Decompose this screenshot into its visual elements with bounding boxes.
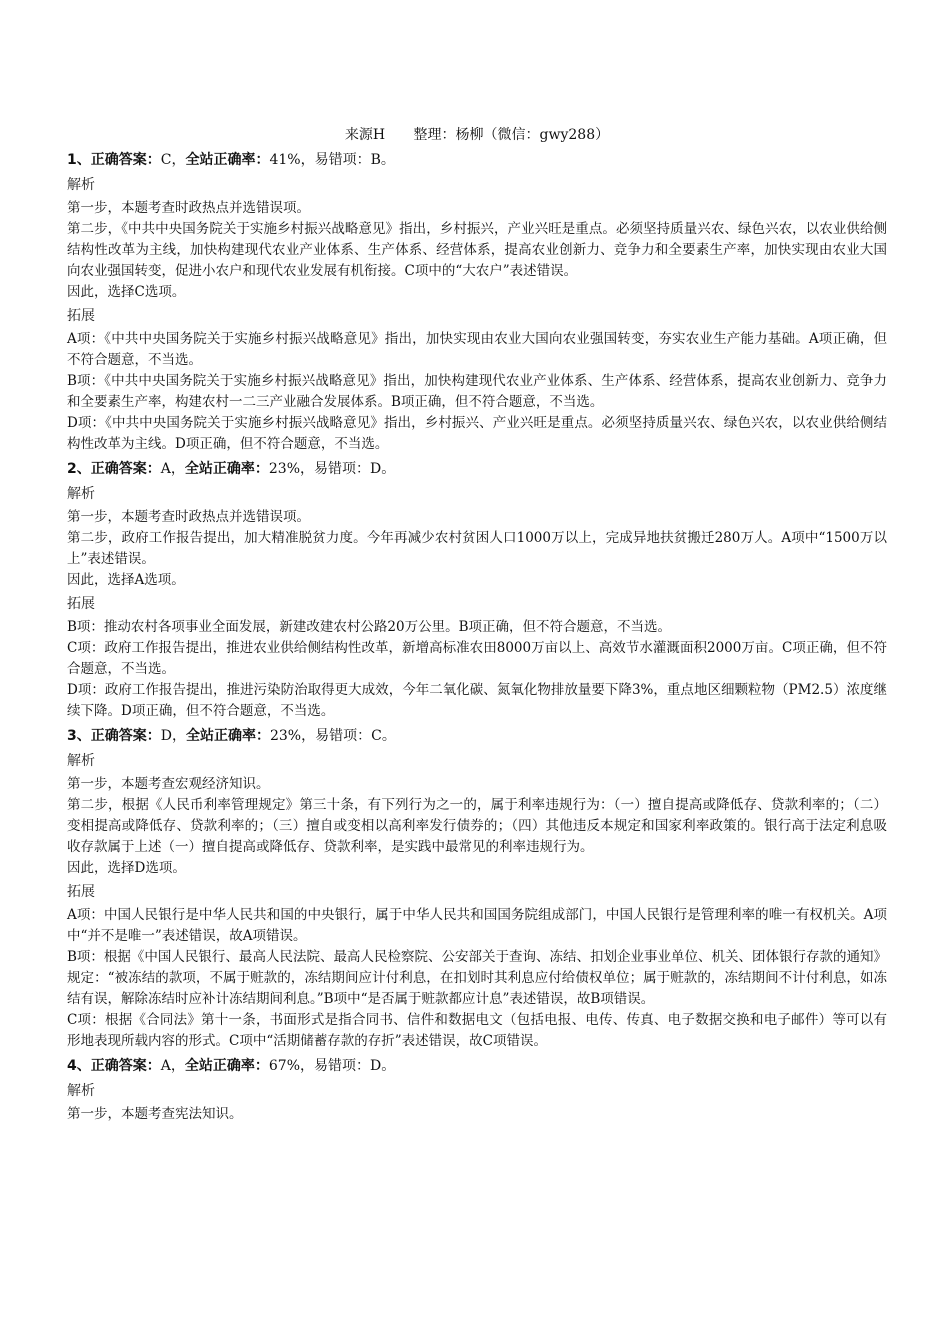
rate-value: 67%，易错项：D。 [268,1058,396,1074]
page-header [67,124,887,146]
analysis-paragraph: 因此，选择A选项。 [67,572,185,588]
extension-paragraph: B项：《中共中央国务院关于实施乡村振兴战略意见》指出，加快构建现代农业产业体系、生产体系、经营体系，提高农业创新力、竞争力和全要素生产率，构建农村一二三产业融合发展体系。B项正确，但不符合题意，不当选。 [67,373,887,410]
rate-value: 23%，易错项：C。 [269,728,396,744]
question-answer-line [67,725,887,747]
analysis-paragraph: 第一步，本题考查宏观经济知识。 [67,776,270,792]
analysis-paragraph: 第二步，根据《人民币利率管理规定》第三十条，有下列行为之一的，属于利率违规行为：（一）擅自提高或降低存、贷款利率的；（二）变相提高或降低存、贷款利率的；（三）擅自或变相以高利率发行债券的；（四）其他违反本规定和国家利率政策的。银行高于法定利息吸收存款属于上述（一）擅自提高或降低存、贷款利率，是实践中最常见的利率违规行为。 [67,797,887,855]
question-number: 3、 [67,728,91,744]
answer-value: C， [160,152,186,168]
question-number: 2、 [67,461,91,477]
question-block [67,149,887,455]
analysis-paragraph: 第二步，政府工作报告提出，加大精准脱贫力度。今年再减少农村贫困人口1000万以上，完成异地扶贫搬迁280万人。A项中“1500万以上”表述错误。 [67,530,887,567]
analysis-paragraph: 第一步，本题考查时政热点并选错误项。 [67,509,310,525]
question-answer-line [67,1055,887,1077]
analysis-heading: 解析 [67,753,95,769]
analysis-paragraph: 因此，选择D选项。 [67,860,186,876]
compiler-label: 整理：杨柳（微信：gwy288） [413,127,610,143]
question-block [67,725,887,1052]
source-label: 来源H [344,127,386,143]
extension-heading: 拓展 [67,884,95,900]
extension-paragraph: B项：推动农村各项事业全面发展，新建改建农村公路20万公里。B项正确，但不符合题意，不当选。 [67,619,672,635]
rate-label: 全站正确率： [184,1058,269,1074]
analysis-heading: 解析 [67,486,95,502]
analysis-heading: 解析 [67,177,95,193]
extension-paragraph: A项：《中共中央国务院关于实施乡村振兴战略意见》指出，加快实现由农业大国向农业强国转变，夯实农业生产能力基础。A项正确，但不符合题意，不当选。 [67,331,887,368]
analysis-paragraph: 第一步，本题考查时政热点并选错误项。 [67,200,310,216]
rate-label: 全站正确率： [184,461,269,477]
question-answer-line [67,149,887,171]
extension-paragraph: D项：《中共中央国务院关于实施乡村振兴战略意见》指出，乡村振兴、产业兴旺是重点。必须坚持质量兴农、绿色兴农，以农业供给侧结构性改革为主线。D项正确，但不符合题意，不当选。 [67,415,887,452]
analysis-paragraph: 因此，选择C选项。 [67,284,186,300]
extension-heading: 拓展 [67,596,95,612]
extension-paragraph: B项：根据《中国人民银行、最高人民法院、最高人民检察院、公安部关于查询、冻结、扣划企业事业单位、机关、团体银行存款的通知》规定：“被冻结的款项，不属于赃款的，冻结期间应计付利息，在扣划时其利息应付给债权单位；属于赃款的，冻结期间不计付利息，如冻结有误，解除冻结时应补计冻结期间利息。”B项中“是否属于赃款都应计息”表述错误，故B项错误。 [67,949,887,1007]
answer-label: 正确答案： [90,1058,161,1074]
rate-value: 41%，易错项：B。 [269,152,395,168]
question-list [67,149,887,1125]
answer-label: 正确答案： [90,728,161,744]
analysis-heading: 解析 [67,1083,95,1099]
analysis-paragraph: 第一步，本题考查宪法知识。 [67,1106,243,1122]
answer-value: A， [160,461,185,477]
extension-paragraph: D项：政府工作报告提出，推进污染防治取得更大成效，今年二氧化碳、氮氧化物排放量要下降3%，重点地区细颗粒物（PM2.5）浓度继续下降。D项正确，但不符合题意，不当选。 [67,682,887,719]
question-block [67,458,887,722]
answer-value: D， [160,728,186,744]
extension-heading: 拓展 [67,308,95,324]
rate-label: 全站正确率： [185,152,270,168]
extension-paragraph: C项：政府工作报告提出，推进农业供给侧结构性改革，新增高标准农田8000万亩以上、高效节水灌溉面积2000万亩。C项正确，但不符合题意，不当选。 [67,640,887,677]
question-number: 1、 [67,152,91,168]
rate-label: 全站正确率： [185,728,270,744]
answer-value: A， [160,1058,185,1074]
document-page [67,124,887,1127]
answer-label: 正确答案： [90,152,161,168]
question-number: 4、 [67,1058,91,1074]
question-block [67,1055,887,1125]
question-answer-line [67,458,887,480]
extension-paragraph: A项：中国人民银行是中华人民共和国的中央银行，属于中华人民共和国国务院组成部门，中国人民银行是管理利率的唯一有权机关。A项中“并不是唯一”表述错误，故A项错误。 [67,907,887,944]
extension-paragraph: C项：根据《合同法》第十一条，书面形式是指合同书、信件和数据电文（包括电报、电传、传真、电子数据交换和电子邮件）等可以有形地表现所载内容的形式。C项中“活期储蓄存款的存折”表述错误，故C项错误。 [67,1012,887,1049]
analysis-paragraph: 第二步，《中共中央国务院关于实施乡村振兴战略意见》指出，乡村振兴，产业兴旺是重点。必须坚持质量兴农、绿色兴农，以农业供给侧结构性改革为主线，加快构建现代农业产业体系、生产体系、经营体系，提高农业创新力、竞争力和全要素生产率，加快实现由农业大国向农业强国转变，促进小农户和现代农业发展有机衔接。C项中的“大农户”表述错误。 [67,221,887,279]
rate-value: 23%，易错项：D。 [268,461,396,477]
answer-label: 正确答案： [90,461,161,477]
